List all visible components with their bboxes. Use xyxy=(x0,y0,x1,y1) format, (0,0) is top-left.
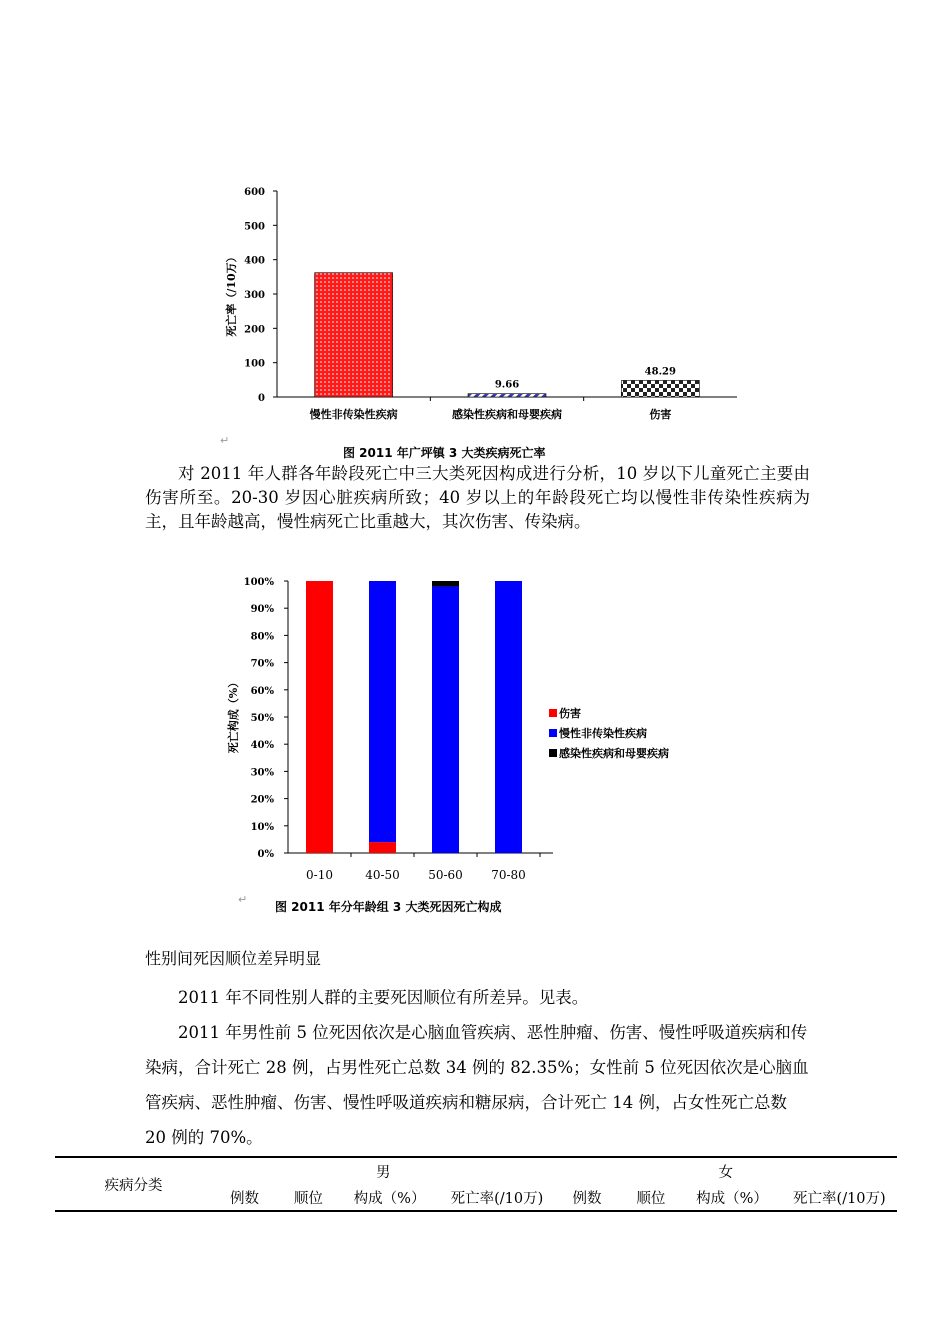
analysis-paragraph: 对 2011 年人群各年龄段死亡中三大类死因构成进行分析，10 岁以下儿童死亡主要由伤害所至。20-30 岁因心脏疾病所致；40 岁以上的年龄段死亡均以慢性非传染性疾病为主，且年龄越高，慢性病死亡比重越大，其次伤害、传染病。 xyxy=(145,464,810,531)
table-col-male-rank: 顺位 xyxy=(277,1184,340,1211)
chart2-y-tick-label: 90% xyxy=(250,604,274,616)
chart2-y-tick-label: 60% xyxy=(250,685,274,697)
chart2-y-tick-label: 70% xyxy=(250,658,274,670)
chart2-legend-label: 慢性非传染性疾病 xyxy=(559,727,647,740)
chart2-y-axis-label: 死亡构成（%） xyxy=(227,676,240,754)
death-rate-bar-chart xyxy=(215,180,755,430)
chart2-bar-segment xyxy=(432,586,459,853)
chart2-bar-segment xyxy=(369,581,396,842)
chart2-y-tick-label: 20% xyxy=(250,794,274,806)
chart1-y-tick-label: 600 xyxy=(244,187,265,198)
chart2-x-tick-label: 0-10 xyxy=(306,868,333,882)
chart1-y-tick-label: 0 xyxy=(258,393,265,404)
chart2-legend-swatch xyxy=(549,709,557,717)
chart1-y-tick-label: 400 xyxy=(244,255,265,267)
intro-paragraph: 2011 年不同性别人群的主要死因顺位有所差异。见表。 xyxy=(178,988,589,1007)
chart1-y-tick-label: 200 xyxy=(244,324,265,336)
table-col-female-share: 构成（%） xyxy=(682,1184,781,1211)
table-header-category: 疾病分类 xyxy=(55,1157,212,1211)
chart2-y-tick-label: 40% xyxy=(250,740,274,752)
table-header-female: 女 xyxy=(555,1157,898,1184)
chart2-y-tick-label: 30% xyxy=(250,767,274,779)
chart2-x-tick-label: 50-60 xyxy=(428,868,463,882)
table-header-male: 男 xyxy=(212,1157,554,1184)
table-col-male-share: 构成（%） xyxy=(340,1184,439,1211)
chart1-y-tick-label: 500 xyxy=(244,221,265,233)
death-cause-table xyxy=(55,1156,897,1212)
chart2-x-tick-label: 40-50 xyxy=(365,868,400,882)
chart2-y-tick-label: 80% xyxy=(250,631,274,643)
chart2-x-tick-label: 70-80 xyxy=(491,868,526,882)
table-col-male-rate: 死亡率(/10万) xyxy=(439,1184,554,1211)
chart2-legend-swatch xyxy=(549,749,557,757)
section-heading: 性别间死因顺位差异明显 xyxy=(145,949,322,968)
chart1-data-label: 9.66 xyxy=(494,379,520,391)
death-composition-stacked-chart xyxy=(215,570,715,888)
chart2-caption: 图 2011 年分年龄组 3 大类死因死亡构成 xyxy=(275,900,502,914)
chart2-bar-segment xyxy=(369,842,396,853)
chart2-y-tick-label: 0% xyxy=(257,849,274,860)
chart2-bar-segment xyxy=(432,581,459,586)
table-col-female-rate: 死亡率(/10万) xyxy=(782,1184,897,1211)
chart1-x-tick-label: 慢性非传染性疾病 xyxy=(309,408,398,421)
table-col-female-rank: 顺位 xyxy=(619,1184,682,1211)
return-mark: ↵ xyxy=(238,893,248,906)
chart1-bar xyxy=(468,394,546,397)
summary-paragraph: 2011 年男性前 5 位死因依次是心脑血管疾病、恶性肿瘤、伤害、慢性呼吸道疾病和传染病，合计死亡 28 例，占男性死亡总数 34 例的 82.35%；女性前 5 位死因依次是心脑血管疾病、恶性肿瘤、伤害、慢性呼吸道疾病和糖尿病，合计死亡 14 例，占女性死亡总数 20 例的 70%。 xyxy=(145,1023,809,1147)
table-col-male-count: 例数 xyxy=(212,1184,277,1211)
chart1-x-tick-label: 伤害 xyxy=(649,408,672,421)
chart1-bar xyxy=(315,273,393,397)
chart2-y-tick-label: 10% xyxy=(250,821,274,833)
chart2-y-tick-label: 100% xyxy=(243,577,274,588)
chart2-bar-segment xyxy=(495,581,522,853)
table-col-female-count: 例数 xyxy=(555,1184,620,1211)
chart2-legend-swatch xyxy=(549,729,557,737)
chart1-y-axis-label: 死亡率（/10万） xyxy=(225,251,238,337)
return-mark: ↵ xyxy=(220,434,230,447)
chart1-x-tick-label: 感染性疾病和母婴疾病 xyxy=(452,408,562,421)
chart1-caption: 图 2011 年广坪镇 3 大类疾病死亡率 xyxy=(343,446,546,460)
chart1-data-label: 48.29 xyxy=(644,366,676,378)
chart2-bar-segment xyxy=(306,581,333,853)
chart1-y-tick-label: 300 xyxy=(244,290,265,301)
chart2-y-tick-label: 50% xyxy=(250,713,274,724)
chart2-legend-label: 伤害 xyxy=(559,707,581,720)
chart1-y-tick-label: 100 xyxy=(244,358,265,370)
chart1-bar xyxy=(621,380,699,397)
chart2-legend-label: 感染性疾病和母婴疾病 xyxy=(559,747,669,760)
